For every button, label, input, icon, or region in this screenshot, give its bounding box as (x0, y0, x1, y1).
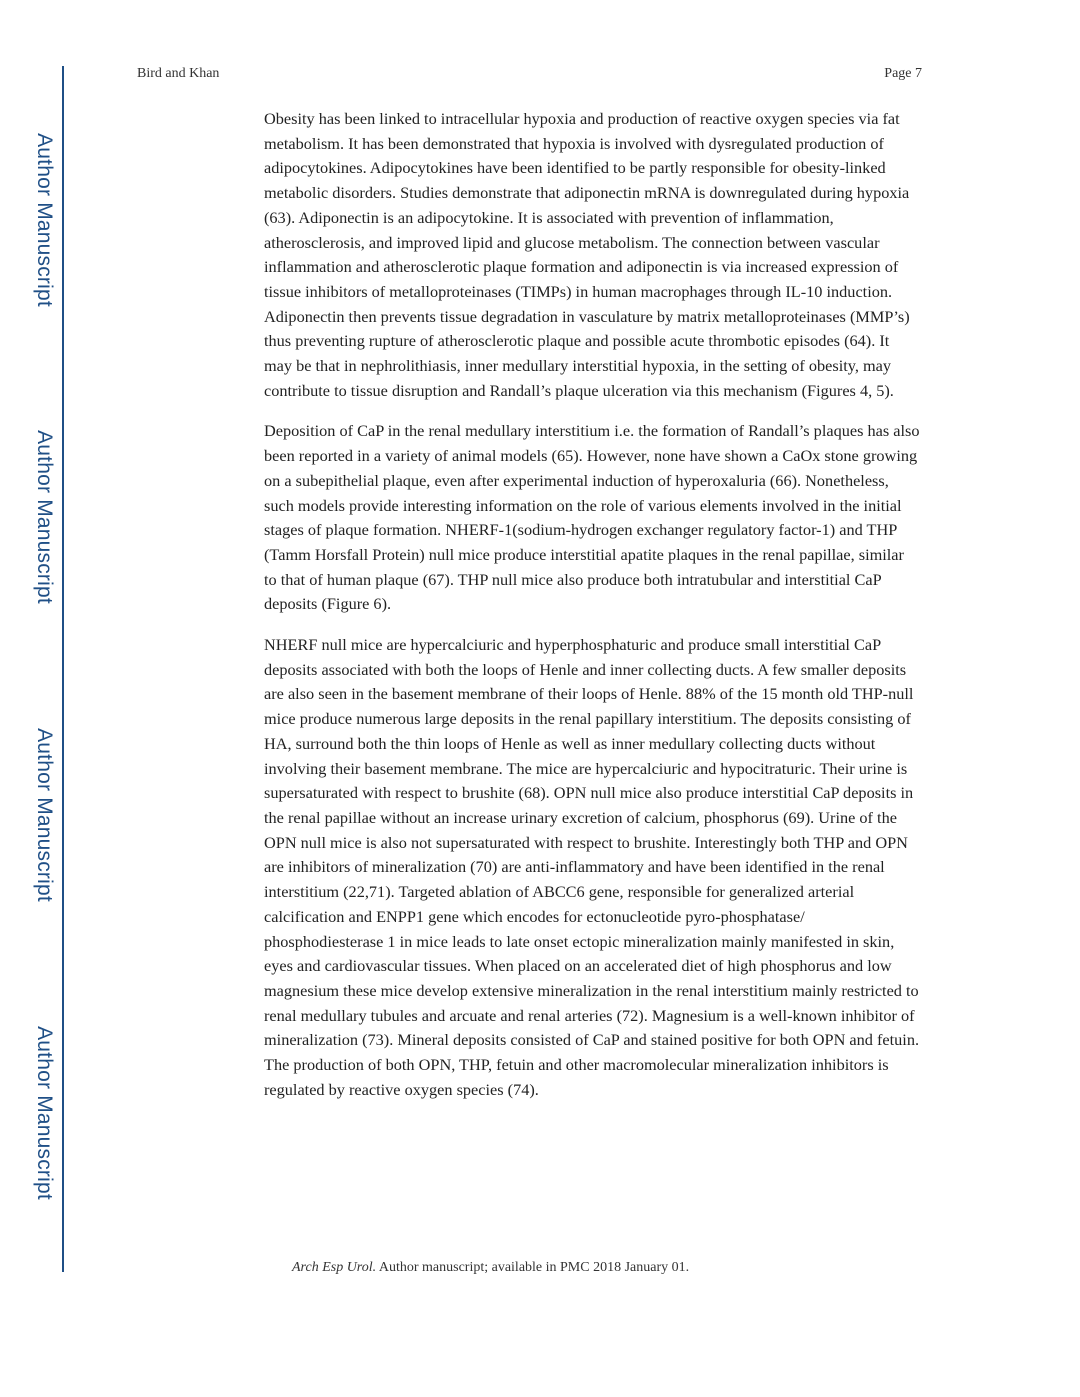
footer-citation (292, 1260, 689, 1276)
footer-note: Author manuscript; available in PMC 2018 January 01. (376, 1260, 690, 1275)
paragraph: NHERF null mice are hypercalciuric and hyperphosphaturic and produce small interstitial CaP deposits associated with both the loops of Henle and inner collecting ducts. A few smaller deposits are also seen in the basement membrane of their loops of Henle. 88% of the 15 month old THP-null mice produce numerous large deposits in the renal papillary interstitium. The deposits consisting of HA, surround both the thin loops of Henle as well as inner medullary collecting ducts without involving their basement membrane. The mice are hypercalciuric and hypocitraturic. Their urine is supersaturated with respect to brushite (68). OPN null mice also produce interstitial CaP deposits in the renal papillae without an increase urinary excretion of calcium, phosphorus (69). Urine of the OPN null mice is also not supersaturated with respect to brushite. Interestingly both THP and OPN are inhibitors of mineralization (70) are anti-inflammatory and have been identified in the renal interstitium (22,71). Targeted ablation of ABCC6 gene, responsible for generalized arterial calcification and ENPP1 gene which encodes for ectonucleotide pyro-phosphatase/ phosphodiesterase 1 in mice leads to late onset ectopic mineralization mainly manifested in skin, eyes and cardiovascular tissues. When placed on an accelerated diet of high phosphorus and low magnesium these mice develop extensive mineralization in the renal interstitium mainly restricted to renal medullary tubules and arcuate and renal arteries (72). Magnesium is a well-known inhibitor of mineralization (73). Mineral deposits consisted of CaP and stained positive for both OPN and fetuin. The production of both OPN, THP, fetuin and other macromolecular mineralization inhibitors is regulated by reactive oxygen species (74). (264, 635, 920, 1099)
sidebar-rule (62, 66, 64, 1272)
paragraph: Deposition of CaP in the renal medullary interstitium i.e. the formation of Randall’s plaques has also been reported in a variety of animal models (65). However, none have shown a CaOx stone growing on a subepithelial plaque, even after experimental induction of hyperoxaluria (66). Nonetheless, such models provide interesting information on the role of various elements involved in the initial stages of plaque formation. NHERF-1(sodium-hydrogen exchanger regulatory factor-1) and THP (Tamm Horsfall Protein) null mice produce interstitial apatite plaques in the renal papillae, similar to that of human plaque (67). THP null mice also produce both intratubular and interstitial CaP deposits (Figure 6). (264, 421, 920, 614)
running-header-authors: Bird and Khan (137, 66, 220, 81)
paragraph: Obesity has been linked to intracellular hypoxia and production of reactive oxygen species via fat metabolism. It has been demonstrated that hypoxia is involved with dysregulated production of adipocytokines. Adipocytokines have been identified to be partly responsible for obesity-linked metabolic disorders. Studies demonstrate that adiponectin mRNA is downregulated during hypoxia (63). Adiponectin is an adipocytokine. It is associated with prevention of inflammation, atherosclerosis, and improved lipid and glucose metabolism. The connection between vascular inflammation and atherosclerotic plaque formation and adiponectin is via increased expression of tissue inhibitors of metalloproteinases (TIMPs) in human macrophages through IL-10 induction. Adiponectin then prevents tissue degradation in vasculature by matrix metalloproteinases (MMP’s) thus preventing rupture of atherosclerotic plaque and possible acute thrombotic episodes (64). It may be that in nephrolithiasis, inner medullary interstitial hypoxia, in the setting of obesity, may contribute to tissue disruption and Randall’s plaque ulceration via this mechanism (Figures 4, 5). (264, 109, 910, 400)
article-body (264, 107, 920, 1118)
page-number: Page 7 (884, 66, 922, 81)
journal-name: Arch Esp Urol. (292, 1260, 377, 1275)
